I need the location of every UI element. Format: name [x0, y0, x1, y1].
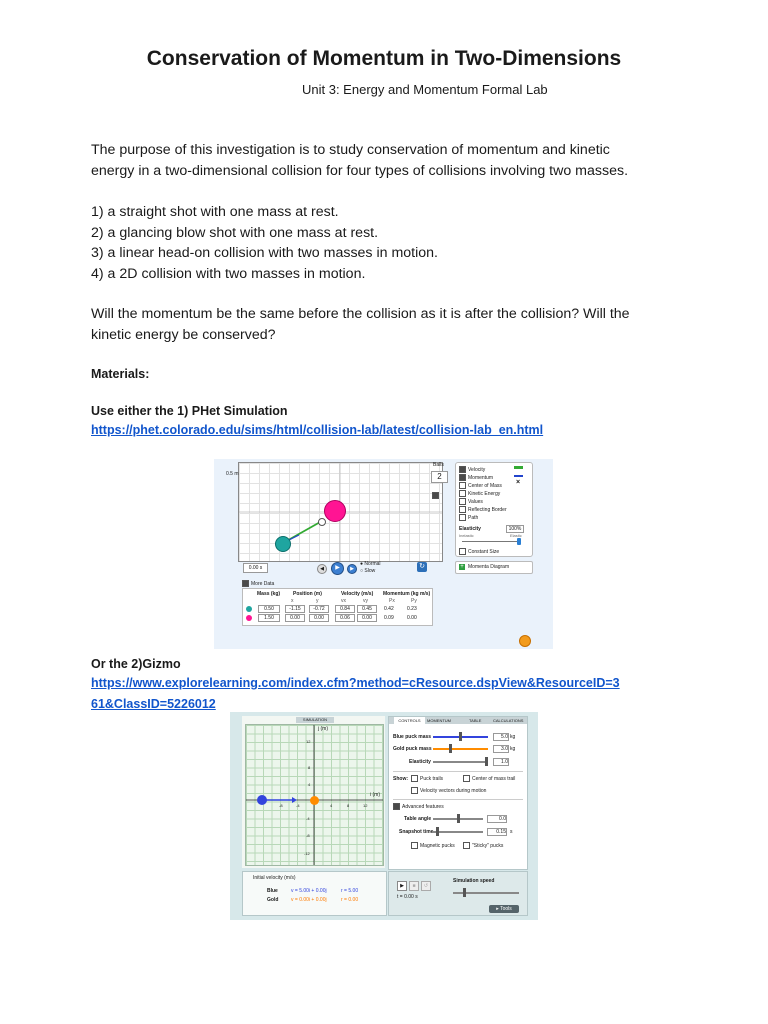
table-subheader: Py [411, 598, 417, 604]
table-header: Velocity (m/s) [341, 591, 374, 597]
gold-label: Gold [267, 897, 279, 903]
gold-puck[interactable] [310, 796, 319, 805]
reset-button[interactable]: ↻ [417, 562, 427, 572]
purpose-line: The purpose of this investigation is to study conservation of momentum and kinetic [91, 142, 610, 158]
option-constant-size[interactable]: Constant Size [459, 548, 499, 555]
gizmo-sim-panel [242, 716, 385, 868]
option-center-of-mass[interactable]: Center of Mass [459, 482, 502, 489]
gold-velocity-value[interactable]: v = 0.00i + 0.00j [291, 897, 327, 903]
elasticity-slider[interactable] [462, 541, 520, 542]
elasticity-value[interactable]: 1.0 [493, 758, 509, 766]
grid-toggle[interactable] [432, 487, 441, 505]
question-paragraph [91, 304, 691, 345]
table-cell[interactable]: -0.72 [309, 605, 329, 613]
materials-heading: Materials: [91, 367, 150, 381]
magnetic-pucks-checkbox[interactable]: Magnetic pucks [411, 842, 455, 849]
snapshot-slider[interactable] [433, 831, 483, 833]
table-cell[interactable]: 0.50 [258, 605, 280, 613]
table-cell[interactable]: 0.00 [357, 614, 377, 622]
puck-trails-checkbox[interactable]: Puck trails [411, 775, 443, 782]
tab-calculations[interactable]: CALCULATIONS [493, 718, 524, 723]
page-subtitle: Unit 3: Energy and Momentum Formal Lab [302, 82, 548, 97]
question-line: Will the momentum be the same before the collision as it is after the collision? Will the [91, 306, 630, 322]
balls-spinner[interactable]: 2 [431, 471, 448, 483]
gizmo-link-line[interactable]: 61&ClassID=5226012 [91, 696, 216, 711]
table-angle-value[interactable]: 0.0 [487, 815, 507, 823]
sticky-pucks-checkbox[interactable]: "Sticky" pucks [463, 842, 503, 849]
tools-button[interactable]: ▸ Tools [489, 905, 519, 913]
option-momentum[interactable]: Momentum [459, 474, 493, 481]
velocity-vectors-checkbox[interactable]: Velocity vectors during motion [411, 787, 486, 794]
option-values[interactable]: Values [459, 498, 483, 505]
step-back-button[interactable]: ◀ [317, 564, 327, 574]
snapshot-value[interactable]: 0.15 [487, 828, 507, 836]
x-tick: 4 [330, 803, 333, 808]
table-cell[interactable]: 0.00 [285, 614, 305, 622]
purpose-paragraph [91, 140, 691, 181]
phet-play-area[interactable] [238, 462, 443, 562]
play-button[interactable]: ▶ [331, 562, 344, 575]
phet-simulation-screenshot [214, 459, 553, 649]
table-cell: 0.00 [407, 615, 417, 621]
blue-mass-value[interactable]: 5.0 [493, 733, 509, 741]
tab-momentum[interactable]: MOMENTUM [427, 718, 451, 723]
table-subheader: Px [389, 598, 395, 604]
velocity-handle[interactable] [318, 518, 326, 526]
list-item: 2) a glancing blow shot with one mass at rest. [91, 224, 379, 241]
table-cell: 0.42 [384, 606, 394, 612]
gold-mass-value[interactable]: 3.0 [493, 745, 509, 753]
snapshot-time-label: Snapshot time [399, 829, 434, 835]
y-tick: 12 [306, 739, 311, 744]
table-cell[interactable]: 0.45 [357, 605, 377, 613]
blue-label: Blue [267, 888, 278, 894]
show-label: Show: [393, 776, 408, 782]
table-angle-label: Table angle [404, 816, 432, 822]
purpose-line: energy in a two-dimensional collision for four types of collisions involving two masses. [91, 162, 629, 179]
phet-heading: Use either the 1) PHet Simulation [91, 404, 288, 418]
time-readout: t = 0.00 s [397, 894, 418, 900]
tab-controls[interactable]: CONTROLS [394, 717, 425, 724]
time-readout: 0.00 s [243, 563, 268, 573]
gold-mass-thumb[interactable] [449, 744, 452, 753]
unit-label: s [510, 829, 513, 835]
gold-mass-label: Gold puck mass [393, 746, 432, 752]
x-tick: -8 [279, 803, 283, 808]
x-tick: 8 [347, 803, 350, 808]
table-cell[interactable]: 0.06 [335, 614, 355, 622]
gold-speed-value: r = 0.00 [341, 897, 359, 903]
option-velocity[interactable]: Velocity [459, 466, 485, 473]
gizmo-controls-panel [388, 716, 528, 870]
option-path[interactable]: Path [459, 514, 478, 521]
elasticity-thumb[interactable] [485, 757, 488, 766]
gizmo-grid[interactable] [245, 724, 384, 866]
elasticity-label: Elasticity [409, 759, 431, 765]
blue-speed-value: r = 5.00 [341, 888, 359, 894]
table-header: Momentum (kg m/s) [383, 591, 431, 597]
balls-label: Balls [433, 462, 444, 468]
table-subheader: x [291, 598, 294, 604]
question-line: kinetic energy be conserved? [91, 326, 276, 343]
ball-2-icon [246, 615, 252, 621]
table-header: Mass (kg) [257, 591, 281, 597]
snapshot-thumb[interactable] [436, 827, 439, 836]
advanced-features-checkbox[interactable]: Advanced features [393, 803, 444, 810]
table-subheader: y [316, 598, 319, 604]
initial-velocity-panel [242, 871, 387, 916]
momentum-arrow-icon [514, 475, 523, 477]
j-axis-label: j (m) [318, 726, 328, 732]
list-item: 3) a linear head-on collision with two masses in motion. [91, 245, 438, 261]
y-tick: -4 [306, 816, 310, 821]
phet-link[interactable]: https://phet.colorado.edu/sims/html/collision-lab/latest/collision-lab_en.html [91, 423, 544, 437]
velocity-arrow-icon [514, 466, 523, 469]
ball-2[interactable] [324, 500, 346, 522]
table-header: Position (m) [293, 591, 322, 597]
ball-1[interactable] [275, 536, 291, 552]
elasticity-label: Elasticity [459, 526, 481, 532]
gizmo-link[interactable] [91, 673, 711, 714]
blue-mass-thumb[interactable] [459, 732, 462, 741]
option-reflecting-border[interactable]: Reflecting Border [459, 506, 507, 513]
page-title: Conservation of Momentum in Two-Dimensions [146, 47, 622, 70]
y-tick: -8 [306, 833, 310, 838]
elasticity-thumb[interactable] [517, 538, 521, 545]
play-button[interactable]: ▶ [397, 881, 407, 891]
y-tick: 4 [308, 782, 311, 787]
table-cell: 0.23 [407, 606, 417, 612]
table-cell[interactable]: -1.15 [285, 605, 305, 613]
inelastic-label: Inelastic [459, 533, 474, 538]
table-cell[interactable]: 1.50 [258, 614, 280, 622]
unit-label: kg [510, 734, 516, 740]
gizmo-heading: Or the 2)Gizmo [91, 657, 181, 671]
x-tick: 12 [363, 803, 368, 808]
plus-icon: + [460, 563, 464, 570]
gizmo-screenshot [230, 712, 538, 920]
step-forward-button[interactable]: ▶ [347, 564, 357, 574]
collision-list [91, 202, 691, 284]
center-of-mass-trail-checkbox[interactable]: Center of mass trail [463, 775, 515, 782]
table-cell: 0.09 [384, 615, 394, 621]
table-cell[interactable]: 0.84 [335, 605, 355, 613]
list-item: 4) a 2D collision with two masses in motion. [91, 265, 366, 282]
speed-slow[interactable]: ○ Slow [360, 568, 376, 574]
table-cell[interactable]: 0.00 [309, 614, 329, 622]
y-tick: 8 [308, 765, 311, 770]
reset-button[interactable]: ↺ [421, 881, 431, 891]
gizmo-link-line[interactable]: https://www.explorelearning.com/index.cfm?method=cResource.dspView&ResourceID=3 [91, 676, 620, 690]
scale-label: 0.5 m [226, 471, 239, 477]
ball-1-icon [246, 606, 252, 612]
initial-velocity-label: Initial velocity (m/s) [253, 875, 296, 881]
list-item: 1) a straight shot with one mass at rest. [91, 204, 339, 220]
momenta-diagram-toggle[interactable]: + Momenta Diagram [455, 561, 533, 574]
tab-simulation[interactable]: SIMULATION [296, 717, 334, 723]
table-angle-thumb[interactable] [457, 814, 460, 823]
phet-logo-icon[interactable] [519, 635, 531, 647]
blue-velocity-value[interactable]: v = 5.00i + 0.00j [291, 888, 327, 894]
i-axis-label: i (m) [370, 792, 380, 798]
elasticity-value[interactable]: 100% [506, 525, 524, 533]
elastic-label: Elastic [510, 533, 522, 538]
playback-panel [388, 871, 528, 916]
table-subheader: vx [341, 598, 346, 604]
option-kinetic-energy[interactable]: Kinetic Energy [459, 490, 500, 497]
gold-mass-slider[interactable] [433, 748, 488, 750]
table-subheader: vy [363, 598, 368, 604]
speed-thumb[interactable] [463, 888, 466, 897]
blue-puck[interactable] [257, 795, 267, 805]
more-data-toggle[interactable]: More Data [242, 580, 274, 587]
phet-data-table [242, 588, 433, 626]
pause-button[interactable]: ■ [409, 881, 419, 891]
center-of-mass-icon: × [516, 479, 521, 486]
tab-table[interactable]: TABLE [469, 718, 482, 723]
phet-options-panel [455, 462, 533, 557]
y-tick: -12 [304, 851, 310, 856]
speed-normal[interactable]: ● Normal [360, 561, 381, 567]
x-tick: -4 [296, 803, 300, 808]
blue-mass-label: Blue puck mass [393, 734, 432, 740]
elasticity-slider[interactable] [433, 761, 488, 763]
unit-label: kg [510, 746, 516, 752]
simulation-speed-label: Simulation speed [453, 878, 495, 884]
